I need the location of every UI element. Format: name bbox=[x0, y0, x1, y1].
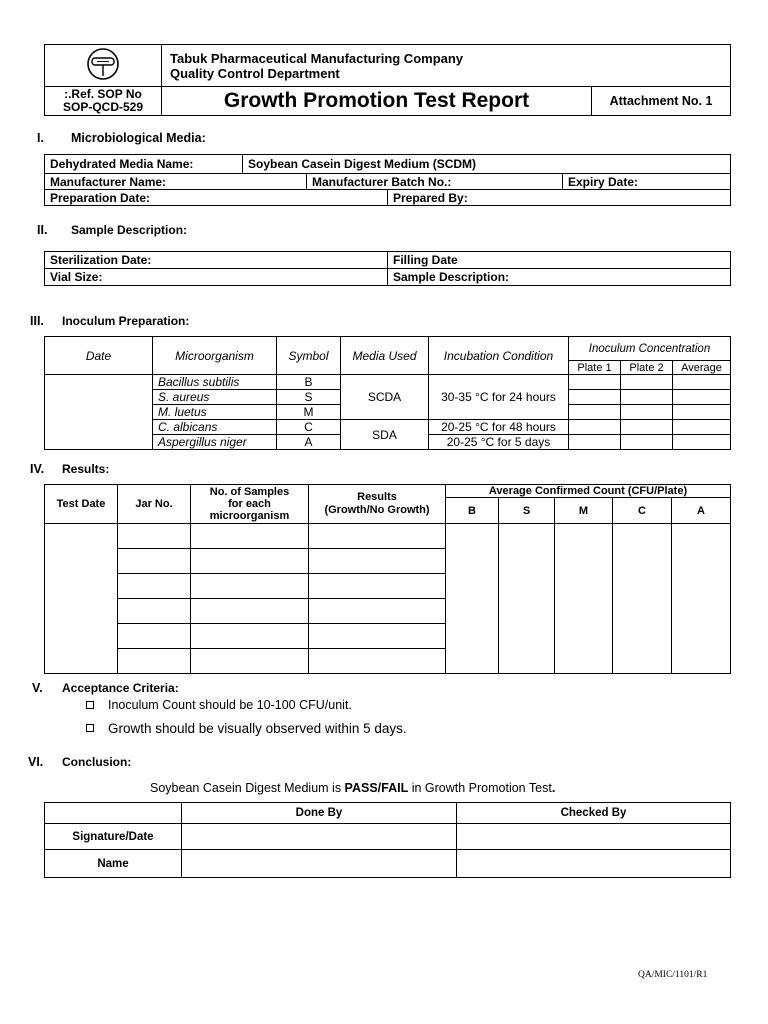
done-by-name-field[interactable] bbox=[182, 850, 457, 878]
organism-symbol: M bbox=[277, 405, 341, 420]
incubation-c: 20-25 °C for 48 hours bbox=[429, 420, 569, 435]
media-sda: SDA bbox=[341, 420, 429, 450]
col-average-count-header: Average Confirmed Count (CFU/Plate) bbox=[446, 485, 731, 498]
ref-label: :.Ref. SOP No bbox=[64, 87, 142, 101]
attachment-number: Attachment No. 1 bbox=[592, 87, 731, 116]
conclusion-sentence: Soybean Casein Digest Medium is PASS/FAIL in Growth Promotion Test. bbox=[150, 781, 556, 795]
col-jar-no-header: Jar No. bbox=[118, 485, 191, 524]
section-title: Conclusion: bbox=[62, 755, 132, 769]
vial-size-label: Vial Size: bbox=[45, 269, 388, 286]
results-table bbox=[44, 484, 731, 674]
batch-number-label: Manufacturer Batch No.: bbox=[307, 174, 563, 190]
col-concentration-header: Inoculum Concentration bbox=[569, 337, 731, 361]
col-plate1-header: Plate 1 bbox=[569, 361, 621, 375]
filling-date-label: Filling Date bbox=[388, 252, 731, 269]
col-test-date-header: Test Date bbox=[45, 485, 118, 524]
col-incubation-header: Incubation Condition bbox=[429, 337, 569, 375]
organism-name: Bacillus subtilis bbox=[153, 375, 277, 390]
organism-symbol: C bbox=[277, 420, 341, 435]
col-m-header: M bbox=[555, 498, 613, 524]
col-b-header: B bbox=[446, 498, 499, 524]
col-samples-header: No. of Samples for each microorganism bbox=[191, 485, 309, 524]
section-number: V. bbox=[32, 681, 43, 695]
incubation-a: 20-25 °C for 5 days bbox=[429, 435, 569, 450]
footer-code: QA/MIC/1101/R1 bbox=[638, 970, 708, 980]
media-table bbox=[44, 154, 731, 206]
col-s-header: S bbox=[499, 498, 555, 524]
name-label: Name bbox=[45, 850, 182, 878]
organism-symbol: A bbox=[277, 435, 341, 450]
section-number: VI. bbox=[28, 755, 44, 769]
sample-description-label: Sample Description: bbox=[388, 269, 731, 286]
sterilization-date-label: Sterilization Date: bbox=[45, 252, 388, 269]
done-by-header: Done By bbox=[182, 803, 457, 824]
dehydrated-media-label: Dehydrated Media Name: bbox=[45, 155, 243, 174]
expiry-date-label: Expiry Date: bbox=[563, 174, 731, 190]
checked-by-name-field[interactable] bbox=[457, 850, 731, 878]
date-cell bbox=[45, 375, 153, 450]
company-cell bbox=[162, 45, 731, 87]
signature-date-label: Signature/Date bbox=[45, 824, 182, 850]
checked-by-signature-field[interactable] bbox=[457, 824, 731, 850]
organism-name: C. albicans bbox=[153, 420, 277, 435]
table-row bbox=[45, 375, 731, 390]
preparation-date-label: Preparation Date: bbox=[45, 190, 388, 206]
section-title: Microbiological Media: bbox=[71, 131, 206, 145]
done-by-signature-field[interactable] bbox=[182, 824, 457, 850]
organism-name: S. aureus bbox=[153, 390, 277, 405]
checkbox-bullet-icon bbox=[86, 724, 94, 732]
ref-code: SOP-QCD-529 bbox=[62, 100, 144, 114]
ref-cell bbox=[45, 87, 162, 116]
section-title: Inoculum Preparation: bbox=[62, 314, 190, 328]
col-a-header: A bbox=[672, 498, 731, 524]
section-number: I. bbox=[37, 131, 44, 145]
criteria-item: Growth should be visually observed within 5 days. bbox=[86, 721, 407, 736]
col-average-header: Average bbox=[673, 361, 731, 375]
col-microorganism-header: Microorganism bbox=[153, 337, 277, 375]
col-results-header: Results (Growth/No Growth) bbox=[309, 485, 446, 524]
checked-by-header: Checked By bbox=[457, 803, 731, 824]
logo-cell bbox=[45, 45, 162, 87]
organism-name: Aspergillus niger bbox=[153, 435, 277, 450]
section-title: Sample Description: bbox=[71, 223, 188, 237]
col-c-header: C bbox=[613, 498, 672, 524]
section-number: III. bbox=[30, 314, 44, 328]
criteria-item: Inoculum Count should be 10-100 CFU/unit. bbox=[86, 698, 352, 712]
col-plate2-header: Plate 2 bbox=[621, 361, 673, 375]
section-title: Acceptance Criteria: bbox=[62, 681, 179, 695]
media-scda: SCDA bbox=[341, 375, 429, 420]
col-media-header: Media Used bbox=[341, 337, 429, 375]
header-table bbox=[44, 44, 731, 116]
organism-symbol: B bbox=[277, 375, 341, 390]
department-name: Quality Control Department bbox=[170, 65, 340, 81]
organism-name: M. luetus bbox=[153, 405, 277, 420]
section-title: Results: bbox=[62, 462, 110, 476]
table-row bbox=[45, 524, 731, 549]
inoculum-table bbox=[44, 336, 731, 450]
dehydrated-media-value: Soybean Casein Digest Medium (SCDM) bbox=[243, 155, 731, 174]
incubation-scda: 30-35 °C for 24 hours bbox=[429, 375, 569, 420]
signature-table bbox=[44, 802, 731, 878]
page-title: Growth Promotion Test Report bbox=[162, 87, 592, 116]
prepared-by-label: Prepared By: bbox=[388, 190, 731, 206]
manufacturer-name-label: Manufacturer Name: bbox=[45, 174, 307, 190]
company-name: Tabuk Pharmaceutical Manufacturing Company bbox=[170, 50, 464, 66]
organism-symbol: S bbox=[277, 390, 341, 405]
sample-table bbox=[44, 251, 731, 286]
col-date-header: Date bbox=[45, 337, 153, 375]
section-number: II. bbox=[37, 223, 48, 237]
company-logo-icon bbox=[83, 45, 123, 83]
col-symbol-header: Symbol bbox=[277, 337, 341, 375]
section-number: IV. bbox=[30, 462, 45, 476]
checkbox-bullet-icon bbox=[86, 701, 94, 709]
